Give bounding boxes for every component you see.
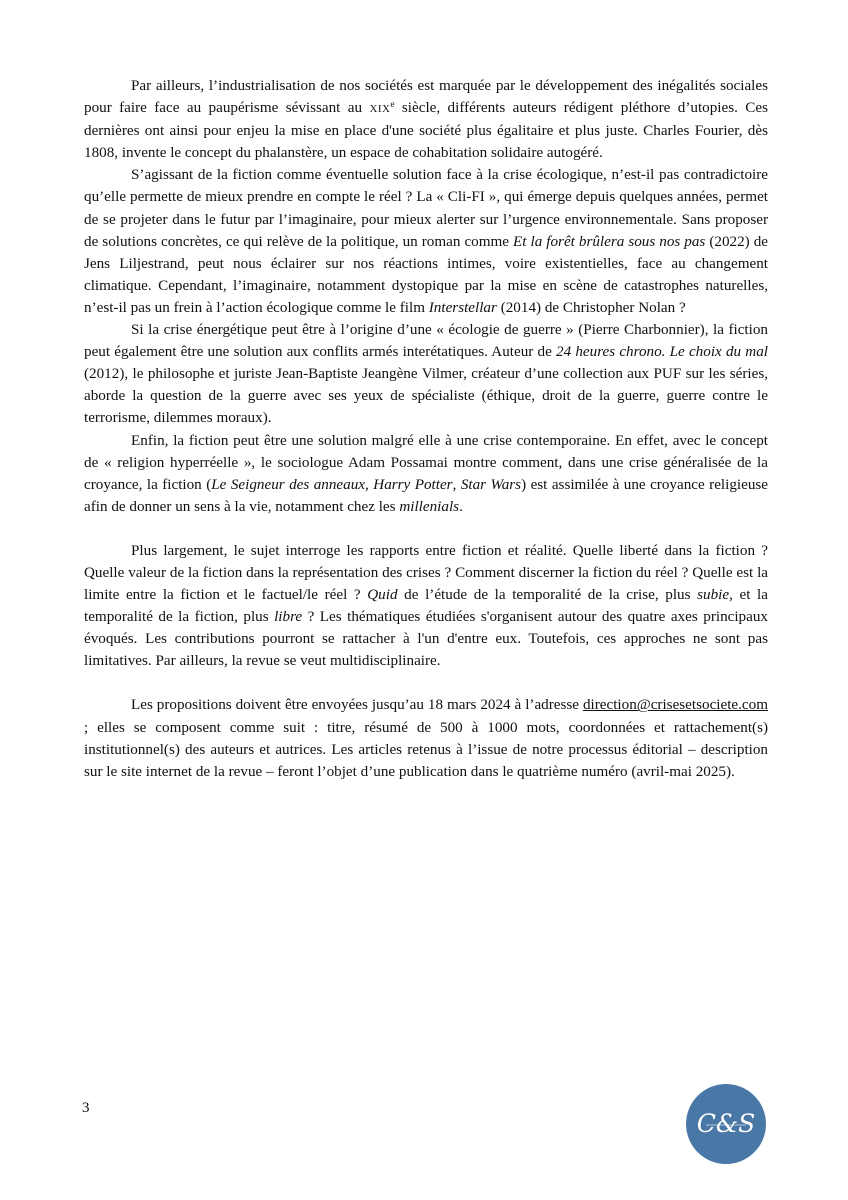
paragraph-fiction-realite xyxy=(84,540,768,673)
century-numeral: XIX xyxy=(369,103,391,116)
logo-mark xyxy=(686,1084,766,1164)
text-run: , xyxy=(452,475,461,493)
film-title: Interstellar xyxy=(428,298,497,316)
text-run: , et la temporalité de la fiction, plus xyxy=(84,586,768,626)
text-run: ) est assimilée à une croyance religieuse afin de donner un sens à la vie, notamment chez les xyxy=(84,475,769,515)
text-run: ? Les thématiques étudiées s'organisent autour des quatre axes principaux évoqués. Les contributions pourront se rattacher à l'un d'entre eux. Toutefois, ces approches ne sont pas limitatives. Par ailleurs, la revue se veut multidisciplinaire. xyxy=(84,608,768,670)
superscript: e xyxy=(390,99,395,110)
text-run: Par ailleurs, l’industrialisation de nos sociétés est marquée par le développement des inégalités sociales pour faire face au paupérisme sévissant au xyxy=(84,77,768,117)
email-link[interactable]: direction@crisesetsociete.com xyxy=(582,696,768,714)
text-run: Les propositions doivent être envoyées jusqu’au 18 mars 2024 à l’adresse xyxy=(131,696,583,714)
page-number: 3 xyxy=(82,1100,90,1116)
text-run: Plus largement, le sujet interroge les rapports entre fiction et réalité. Quelle liberté dans la fiction ? Quelle valeur de la fiction dans la représentation des crises ? Comment discerner la fiction du réel ? Quelle est la limite entre la fiction et le factuel/le réel ? xyxy=(84,541,768,604)
text-run: siècle, différents auteurs rédigent pléthore d’utopies. Ces dernières ont ainsi pour enjeu la mise en place d'une société plus égalitaire et plus juste. Charles Fourier, dès 1808, invente le concept du phalanstère, un espace de cohabitation solidaire autogéré. xyxy=(84,99,768,162)
logo-monogram: C&S xyxy=(696,1109,756,1138)
text-run: de l’étude de la temporalité de la crise, plus xyxy=(397,586,698,604)
emphasis: libre xyxy=(274,608,303,626)
text-run: Enfin, la fiction peut être une solution malgré elle à une crise contemporaine. En effet, avec le concept de « religion hyperréelle », le sociologue Adam Possamai montre comment, dans une crise généralisée de la croyance, la fiction ( xyxy=(84,431,768,493)
text-run: (2022) de Jens Liljestrand, peut nous éclairer sur nos réactions intimes, voire existentielles, face au changement climatique. Cependant, l’imaginaire, notamment dystopique par la mise en scène de catastrophes naturelles, n’est-il pas un frein à l’action écologique comme le film xyxy=(84,232,769,316)
work-title: Star Wars xyxy=(460,475,522,493)
paragraph-guerre xyxy=(84,319,768,429)
paragraph-ecologie xyxy=(84,164,768,319)
work-title: Harry Potter xyxy=(373,475,453,493)
paragraph-industrialisation xyxy=(84,75,768,164)
emphasis: millenials xyxy=(399,497,460,515)
text-run: (2012), le philosophe et juriste Jean-Baptiste Jeangène Vilmer, créateur d’une collection aux PUF sur les séries, aborde la question de la guerre avec ses yeux de spécialiste (éthique, droit de la guerre, guerre contre le terrorisme, dilemmes moraux). xyxy=(84,365,768,427)
book-title: 24 heures chrono. Le choix du mal xyxy=(556,343,768,361)
text-run: S’agissant de la fiction comme éventuelle solution face à la crise écologique, n’est-il pas contradictoire qu’elle permette de mieux prendre en compte le réel ? La « Cli-FI », qui émerge depuis quelques années, permet de se projeter dans le futur par l’imaginaire, pour mieux alerter sur l’urgence environnementale. Sans proposer de solutions concrètes, ce qui relève de la politique, un roman comme xyxy=(84,166,768,250)
paragraph-religion xyxy=(84,430,768,518)
book-title: Et la forêt brûlera sous nos pas xyxy=(513,232,706,250)
text-run: , xyxy=(365,475,374,493)
text-run: ; elles se composent comme suit : titre, résumé de 500 à 1000 mots, coordonnées et rattachement(s) institutionnel(s) des auteurs et autrices. Les articles retenus à l’issue de notre processus éditorial – description sur le site internet de la revue – feront l’objet d’une publication dans le quatrième numéro (avril-mai 2025). xyxy=(84,718,768,780)
work-title: Le Seigneur des anneaux xyxy=(211,475,366,493)
emphasis: subie xyxy=(697,586,730,604)
text-run: Si la crise énergétique peut être à l’origine d’une « écologie de guerre » (Pierre Charbonnier), la fiction peut également être une solution aux conflits armés interétatiques. Auteur de xyxy=(84,321,768,361)
journal-logo xyxy=(686,1084,766,1164)
emphasis: Quid xyxy=(367,586,398,604)
text-run: (2014) de Christopher Nolan ? xyxy=(496,298,686,316)
text-run: . xyxy=(459,497,463,515)
document-body xyxy=(84,75,768,783)
paragraph-propositions xyxy=(84,694,768,782)
